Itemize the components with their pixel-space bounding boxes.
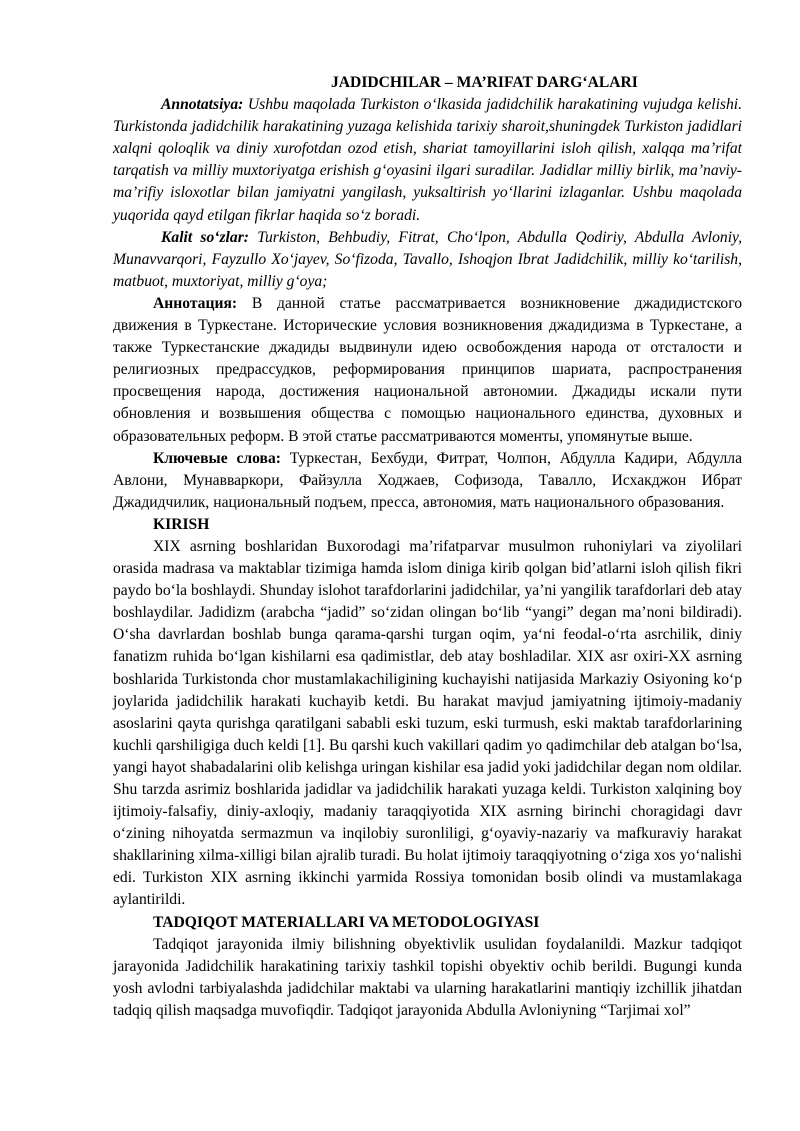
- annotation-uz-text: Ushbu maqolada Turkiston o‘lkasida jadidchilik harakatining vujudga kelishi. Turkistonda jadidchilik harakatining yuzaga kelishida tarixiy sharoit,shuningdek Turkiston jadidlari xalqni qoloqlik va diniy xurofotdan ozod etish, shariat tamoyillarini isloh qilish, xalqqa ma’rifat tarqatish va milliy muxtoriyatga erishish g‘oyasini ilgari suradilar. Jadidlar milliy birlik, ma’naviy-ma’rifiy isloxotlar bilan jamiyatni yangilash, yuksaltirish yo‘llarini izlaganlar. Ushbu maqolada yuqorida qayd etilgan fikrlar haqida so‘z boradi.: [113, 96, 742, 224]
- annotation-uz: [113, 94, 742, 227]
- keywords-uz-label: Kalit so‘zlar:: [161, 228, 249, 246]
- section-body-methods: Tadqiqot jarayonida ilmiy bilishning obyektivlik usulidan foydalanildi. Mazkur tadqiqot jarayonida Jadidchilik harakatining tarixiy tashkil topishi obyektiv ochib berildi. Bugungi kunda yosh avlodni tarbiyalashda jadidchilar maktabi va ularning harakatlarini mantiqiy izchillik jihatdan tadqiq qilish maqsadga muvofiqdir. Tadqiqot jarayonida Abdulla Avloniyning “Tarjimai xol”: [113, 935, 742, 1019]
- keywords-ru-label: Ключевые слова:: [153, 449, 281, 467]
- annotation-uz-label: Annotatsiya:: [161, 96, 244, 114]
- annotation-ru: [113, 293, 742, 448]
- annotation-ru-label: Аннотация:: [153, 294, 238, 312]
- keywords-ru-text: Туркестан, Бехбуди, Фитрат, Чолпон, Абдулла Кадири, Абдулла Авлони, Мунавваркори, Файзулла Ходжаев, Софизода, Тавалло, Исхакджон Ибрат Джадидчилик, национальный подъем, пресса, автономия, мать национального образования.: [113, 449, 742, 511]
- article-page: [113, 72, 742, 1022]
- annotation-ru-text: В данной статье рассматривается возникновение джадидистского движения в Туркестане. Исторические условия возникновения джадидизма в Туркестане, а также Туркестанские джадиды выдвинули идею освобождения народа от отсталости и религиозных предрассудков, реформирования принципов шариата, распространения просвещения народа, достижения национальной автономии. Джадиды искали пути обновления и возвышения общества с помощью национального единства, духовных и образовательных реформ. В этой статье рассматриваются моменты, упомянутые выше.: [113, 294, 742, 445]
- section-body-intro: XIX asrning boshlaridan Buxorodagi ma’rifatparvar musulmon ruhoniylari va ziyolilari orasida madrasa va maktablar tizimiga hamda islom diniga kirib qolgan bid’atlarni isloh qilish fikri paydo bo‘la boshlaydi. Shunday islohot tarafdorlarini jadidchilar, ya’ni yangilik tarafdorlari deb atay boshlaydilar. Jadidizm (arabcha “jadid” so‘zidan olingan bo‘lib “yangi” degan ma’noni bildiradi). O‘sha davrlardan boshlab bunga qarama-qarshi turgan oqim, ya‘ni feodal-o‘rta asrchilik, diniy fanatizm ruhida bo‘lgan kishilarni esa qadimistlar, deb atay boshladilar. XIX asr oxiri-XX asrning boshlarida Turkistonda chor mustamlakachiligining kuchayishi natijasida Markaziy Osiyoning ko‘p joylarida jadidchilik harakati kuchayib ketdi. Bu harakat mavjud jamiyatning ijtimoiy-madaniy asoslarini qayta qurishga qaratilgani sababli eski tuzum, eski turmush, eski maktab tarafdorlarining kuchli qarshiligiga duch keldi [1]. Bu qarshi kuch vakillari qadim yo qadimchilar deb atalgan bo‘lsa, yangi hayot shabadalarini olib kelishga uringan kishilar esa jadid yoki jadidchilar degan nom oldilar. Shu tarzda asrimiz boshlarida jadidlar va jadidchilik harakati yuzaga keldi. Turkiston xalqining boy ijtimoiy-falsafiy, diniy-axloqiy, madaniy taraqqiyotida XIX asrning birinchi choragidagi davr o‘zining nihoyatda sermazmun va inqilobiy suronliligi, g‘oyaviy-nazariy va mafkuraviy harakat shakllarining xilma-xilligi bilan ajralib turadi. Bu holat ijtimoiy taraqqiyotning o‘ziga xos yo‘nalishi edi. Turkiston XIX asrning ikkinchi yarmida Rossiya tomonidan bosib olindi va mustamlakaga aylantirildi.: [113, 537, 742, 909]
- article-title: JADIDCHILAR – MA’RIFAT DARG‘ALARI: [331, 74, 638, 91]
- keywords-ru: [113, 448, 742, 514]
- keywords-uz-text: Turkiston, Behbudiy, Fitrat, Cho‘lpon, Abdulla Qodiriy, Abdulla Avloniy, Munavvarqori, Fayzullo Xo‘jayev, So‘fizoda, Tavallo, Ishoqjon Ibrat Jadidchilik, milliy ko‘tarilish, matbuot, muxtoriyat, milliy g‘oya;: [113, 228, 742, 290]
- section-heading-intro: KIRISH: [153, 515, 210, 533]
- section-heading-methods: TADQIQOT MATERIALLARI VA METODOLOGIYASI: [153, 913, 540, 931]
- keywords-uz: [113, 227, 742, 293]
